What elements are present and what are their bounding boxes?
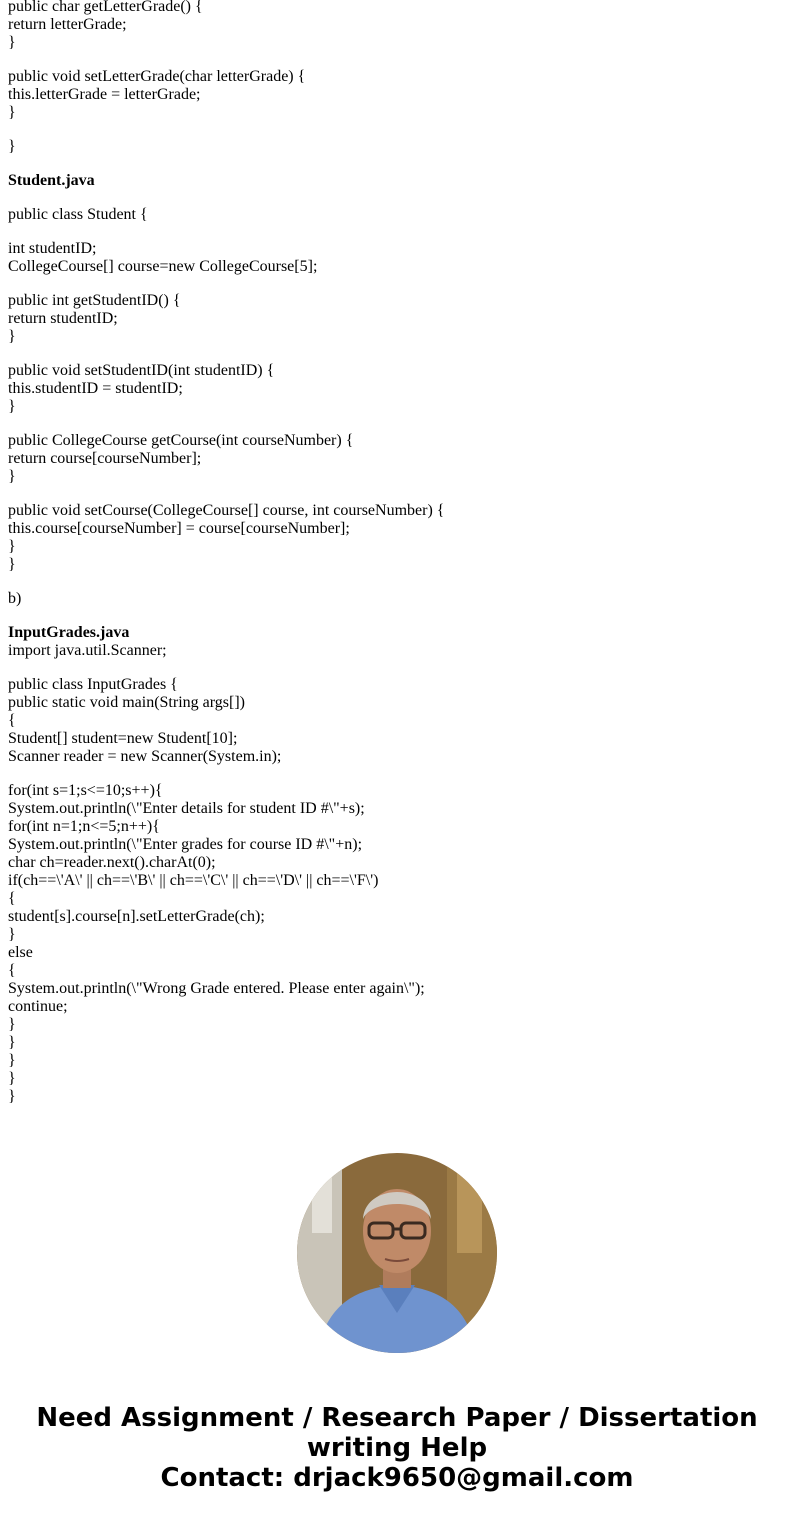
code-line: } bbox=[8, 1088, 16, 1105]
code-line: this.course[courseNumber] = course[courseNumber]; bbox=[8, 520, 350, 537]
code-line: Student[] student=new Student[10]; bbox=[8, 730, 238, 747]
code-line: public char getLetterGrade() { bbox=[8, 0, 203, 15]
code-block-inputgrades bbox=[8, 642, 788, 1106]
code-line: System.out.println(\"Enter grades for course ID #\"+n); bbox=[8, 836, 363, 853]
author-photo bbox=[297, 1153, 497, 1353]
banner-line-2: writing Help bbox=[306, 1433, 488, 1463]
code-line: public void setLetterGrade(char letterGrade) { bbox=[8, 68, 306, 85]
code-line: CollegeCourse[] course=new CollegeCourse[5]; bbox=[8, 258, 318, 275]
code-line: public static void main(String args[]) bbox=[8, 694, 245, 711]
file-heading-inputgrades: InputGrades.java bbox=[8, 624, 130, 641]
code-line: } bbox=[8, 468, 16, 485]
code-line: this.letterGrade = letterGrade; bbox=[8, 86, 201, 103]
code-line: import java.util.Scanner; bbox=[8, 642, 167, 659]
code-line: } bbox=[8, 1016, 16, 1033]
code-line: Scanner reader = new Scanner(System.in); bbox=[8, 748, 282, 765]
code-line: } bbox=[8, 1034, 16, 1051]
code-line: return letterGrade; bbox=[8, 16, 127, 33]
code-line: } bbox=[8, 1070, 16, 1087]
code-line: } bbox=[8, 556, 16, 573]
code-document bbox=[8, 0, 788, 1106]
code-line: for(int s=1;s<=10;s++){ bbox=[8, 782, 163, 799]
code-line: for(int n=1;n<=5;n++){ bbox=[8, 818, 160, 835]
code-line: char ch=reader.next().charAt(0); bbox=[8, 854, 216, 871]
blank-line bbox=[8, 766, 788, 782]
code-block-student bbox=[8, 206, 788, 574]
code-block-collegecourse-tail bbox=[8, 0, 788, 156]
blank-line bbox=[8, 52, 788, 68]
code-line: if(ch==\'A\' || ch==\'B\' || ch==\'C\' || ch==\'D\' || ch==\'F\') bbox=[8, 872, 379, 889]
code-line: int studentID; bbox=[8, 240, 97, 257]
code-line: } bbox=[8, 104, 16, 121]
file-heading-student: Student.java bbox=[8, 172, 95, 189]
code-line: student[s].course[n].setLetterGrade(ch); bbox=[8, 908, 265, 925]
code-line: { bbox=[8, 712, 16, 729]
banner-line-1: Need Assignment / Research Paper / Dissertation bbox=[36, 1403, 758, 1433]
code-line: System.out.println(\"Wrong Grade entered. Please enter again\"); bbox=[8, 980, 425, 997]
code-line: } bbox=[8, 1052, 16, 1069]
code-line: public void setCourse(CollegeCourse[] course, int courseNumber) { bbox=[8, 502, 445, 519]
blank-line bbox=[8, 122, 788, 138]
blank-line bbox=[8, 660, 788, 676]
code-line: public CollegeCourse getCourse(int courseNumber) { bbox=[8, 432, 354, 449]
code-line: else bbox=[8, 944, 33, 961]
code-line: } bbox=[8, 538, 16, 555]
code-line: continue; bbox=[8, 998, 68, 1015]
code-line: } bbox=[8, 34, 16, 51]
code-line: this.studentID = studentID; bbox=[8, 380, 183, 397]
blank-line bbox=[8, 224, 788, 240]
blank-line bbox=[8, 346, 788, 362]
code-line: { bbox=[8, 962, 16, 979]
code-line: public int getStudentID() { bbox=[8, 292, 181, 309]
blank-line bbox=[8, 276, 788, 292]
blank-line bbox=[8, 416, 788, 432]
code-line: public class Student { bbox=[8, 206, 148, 223]
code-line: public void setStudentID(int studentID) { bbox=[8, 362, 275, 379]
code-line: return course[courseNumber]; bbox=[8, 450, 202, 467]
code-line: return studentID; bbox=[8, 310, 118, 327]
code-line: } bbox=[8, 138, 16, 155]
code-line: } bbox=[8, 328, 16, 345]
promo-banner bbox=[0, 1403, 794, 1493]
code-line: } bbox=[8, 398, 16, 415]
blank-line bbox=[8, 486, 788, 502]
code-line: System.out.println(\"Enter details for student ID #\"+s); bbox=[8, 800, 365, 817]
part-label: b) bbox=[8, 590, 22, 607]
code-line: } bbox=[8, 926, 16, 943]
banner-line-3: Contact: drjack9650@gmail.com bbox=[160, 1463, 634, 1493]
code-line: public class InputGrades { bbox=[8, 676, 178, 693]
code-line: { bbox=[8, 890, 16, 907]
